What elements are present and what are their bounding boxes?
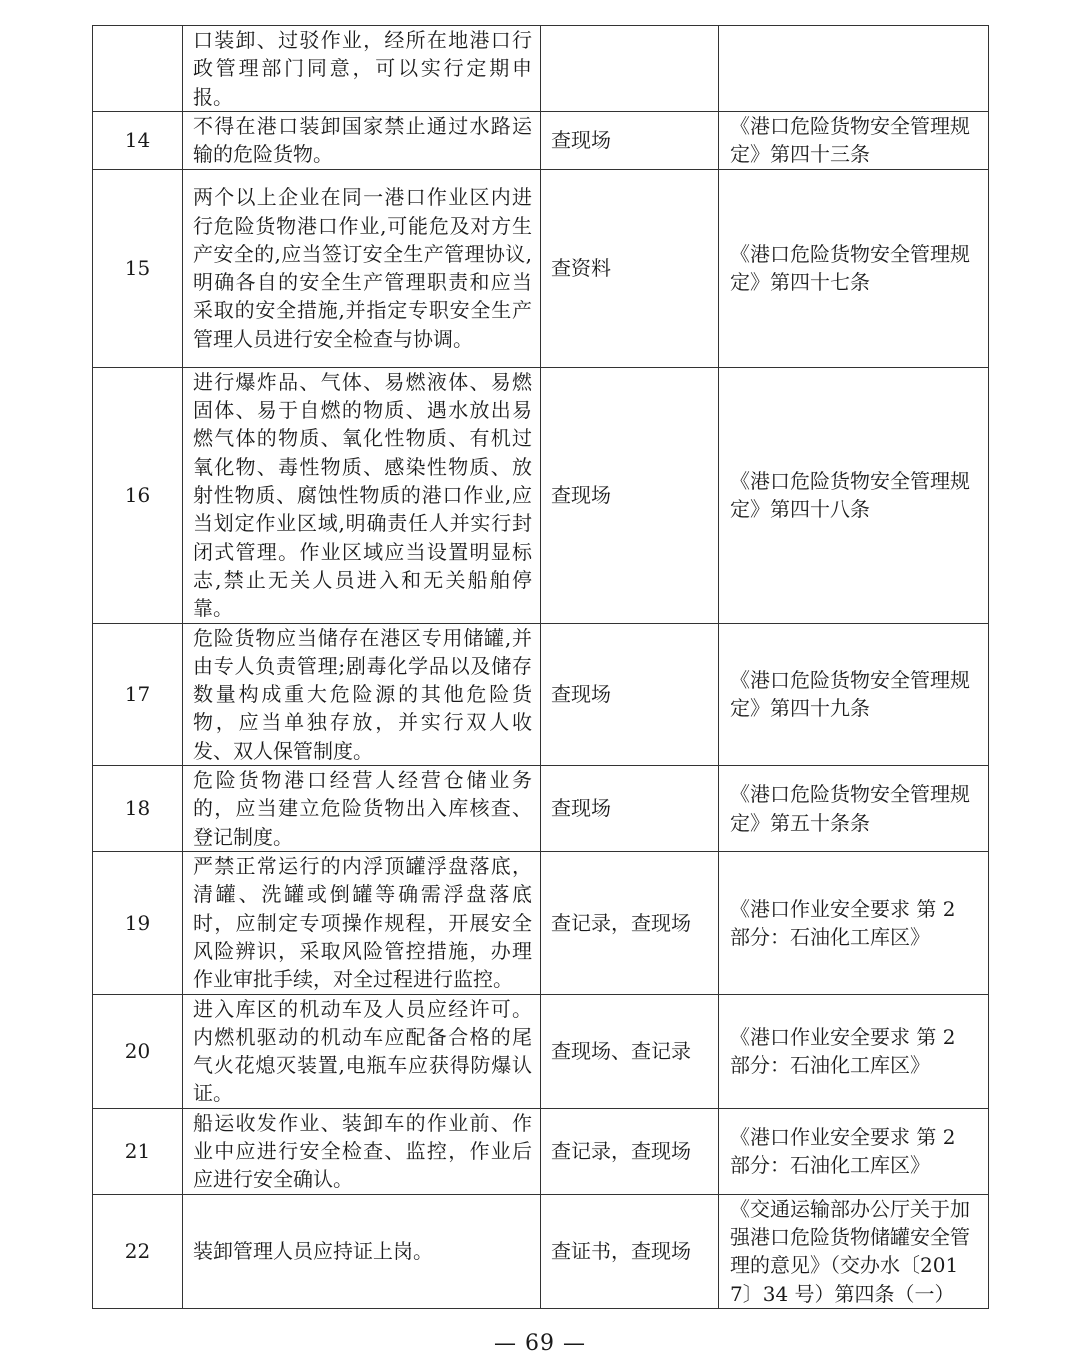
method-cell	[541, 26, 719, 112]
basis-cell: 《港口危险货物安全管理规定》第五十条条	[719, 766, 989, 852]
requirement-cell: 危险货物应当储存在港区专用储罐,并由专人负责管理;剧毒化学品以及储存数量构成重大危险源的其他危险货物，应当单独存放，并实行双人收发、双人保管制度。	[183, 623, 541, 765]
row-number: 20	[93, 994, 183, 1108]
requirement-cell: 两个以上企业在同一港口作业区内进行危险货物港口作业,可能危及对方生产安全的,应当签订安全生产管理协议,明确各自的安全生产管理职责和应当采取的安全措施,并指定专职安全生产管理人员进行安全检查与协调。	[183, 169, 541, 367]
basis-cell: 《港口危险货物安全管理规定》第四十七条	[719, 169, 989, 367]
table-row	[93, 26, 989, 112]
row-number: 21	[93, 1108, 183, 1194]
row-number	[93, 26, 183, 112]
method-cell: 查资料	[541, 169, 719, 367]
row-number: 15	[93, 169, 183, 367]
row-number: 16	[93, 367, 183, 623]
requirement-cell: 装卸管理人员应持证上岗。	[183, 1194, 541, 1308]
method-cell: 查记录，查现场	[541, 1108, 719, 1194]
method-cell: 查现场	[541, 112, 719, 170]
basis-cell: 《港口危险货物安全管理规定》第四十三条	[719, 112, 989, 170]
table-row	[93, 623, 989, 765]
basis-cell: 《港口危险货物安全管理规定》第四十八条	[719, 367, 989, 623]
basis-cell: 《港口作业安全要求 第 2 部分：石油化工库区》	[719, 852, 989, 994]
method-cell: 查现场	[541, 766, 719, 852]
table-row	[93, 169, 989, 367]
row-number: 18	[93, 766, 183, 852]
requirement-cell: 船运收发作业、装卸车的作业前、作业中应进行安全检查、监控，作业后应进行安全确认。	[183, 1108, 541, 1194]
method-cell: 查证书，查现场	[541, 1194, 719, 1308]
table-row	[93, 1194, 989, 1308]
table-row	[93, 367, 989, 623]
inspection-table	[92, 25, 989, 1309]
row-number: 14	[93, 112, 183, 170]
row-number: 17	[93, 623, 183, 765]
requirement-cell: 严禁正常运行的内浮顶罐浮盘落底，清罐、洗罐或倒罐等确需浮盘落底时，应制定专项操作规程，开展安全风险辨识，采取风险管控措施，办理作业审批手续，对全过程进行监控。	[183, 852, 541, 994]
method-cell: 查现场	[541, 367, 719, 623]
requirement-cell: 进行爆炸品、气体、易燃液体、易燃固体、易于自燃的物质、遇水放出易燃气体的物质、氧化性物质、有机过氧化物、毒性物质、感染性物质、放射性物质、腐蚀性物质的港口作业,应当划定作业区域,明确责任人并实行封闭式管理。作业区域应当设置明显标志,禁止无关人员进入和无关船舶停靠。	[183, 367, 541, 623]
requirement-cell: 危险货物港口经营人经营仓储业务的，应当建立危险货物出入库核查、登记制度。	[183, 766, 541, 852]
table-row	[93, 112, 989, 170]
basis-cell: 《交通运输部办公厅关于加强港口危险货物储罐安全管理的意见》（交办水〔2017〕34 号）第四条（一）	[719, 1194, 989, 1308]
basis-cell: 《港口作业安全要求 第 2 部分：石油化工库区》	[719, 1108, 989, 1194]
method-cell: 查现场	[541, 623, 719, 765]
method-cell: 查记录，查现场	[541, 852, 719, 994]
row-number: 22	[93, 1194, 183, 1308]
table-row	[93, 1108, 989, 1194]
page-number: — 69 —	[494, 1331, 586, 1356]
table-row	[93, 994, 989, 1108]
requirement-cell: 进入库区的机动车及人员应经许可。内燃机驱动的机动车应配备合格的尾气火花熄灭装置,电瓶车应获得防爆认证。	[183, 994, 541, 1108]
basis-cell: 《港口危险货物安全管理规定》第四十九条	[719, 623, 989, 765]
table-row	[93, 852, 989, 994]
basis-cell	[719, 26, 989, 112]
method-cell: 查现场、查记录	[541, 994, 719, 1108]
requirement-cell: 口装卸、过驳作业，经所在地港口行政管理部门同意，可以实行定期申报。	[183, 26, 541, 112]
row-number: 19	[93, 852, 183, 994]
basis-cell: 《港口作业安全要求 第 2 部分：石油化工库区》	[719, 994, 989, 1108]
table-row	[93, 766, 989, 852]
requirement-cell: 不得在港口装卸国家禁止通过水路运输的危险货物。	[183, 112, 541, 170]
